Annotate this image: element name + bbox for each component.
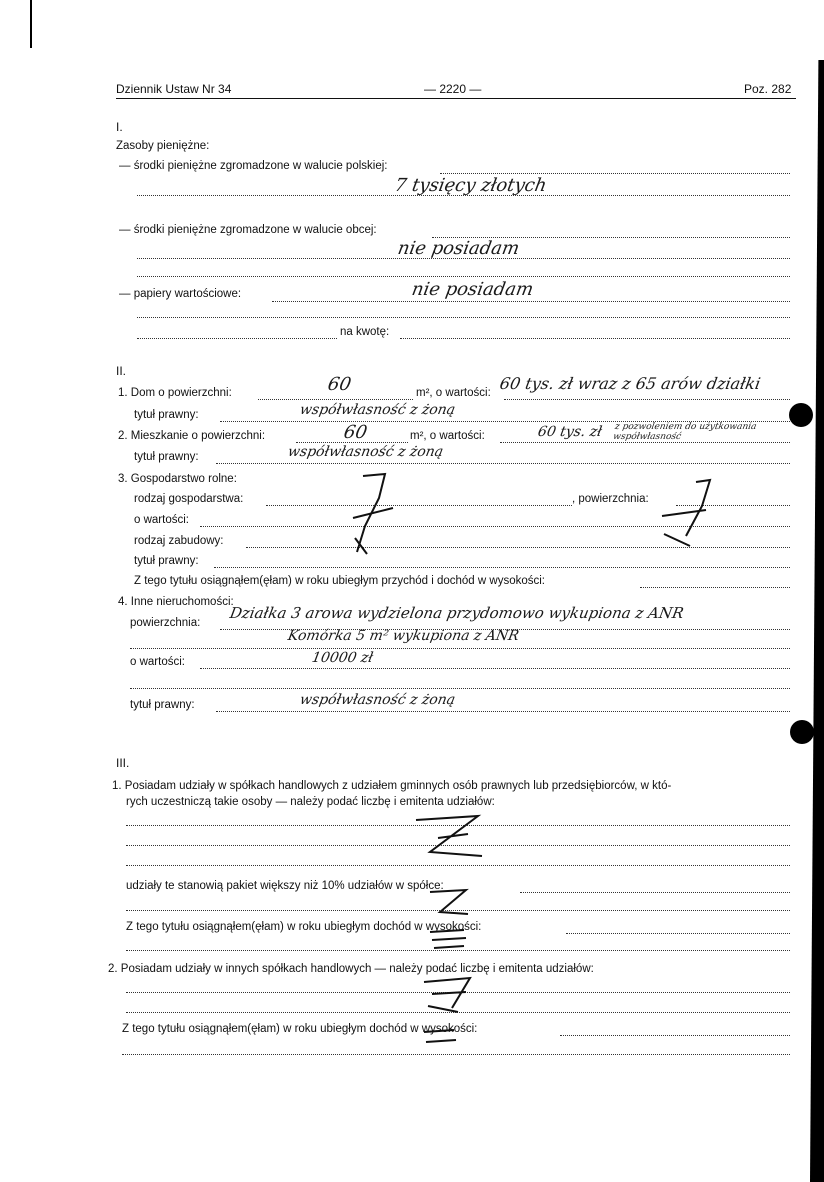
other-area-line-2 <box>130 648 790 649</box>
section-1-title: Zasoby pieniężne: <box>116 140 210 152</box>
shares1-strike-mark <box>408 808 488 868</box>
shares1-income-line <box>566 933 790 934</box>
amount-label: na kwotę: <box>340 326 390 338</box>
securities-value: nie posiadam <box>410 279 535 300</box>
section-2-numeral: II. <box>116 364 127 378</box>
punch-hole-bottom <box>790 720 814 744</box>
flat-value: 60 tys. zł <box>536 424 604 440</box>
shares2-label: 2. Posiadam udziały w innych spółkach handlowych — należy podać liczbę i emitenta udziałów: <box>108 963 594 975</box>
shares1-income: Z tego tytułu osiągnąłem(ęłam) w roku ubiegłym dochód w wysokości: <box>126 921 482 933</box>
scan-edge-left <box>30 0 32 48</box>
scan-edge-right <box>810 60 824 1182</box>
other-value-line <box>200 668 790 669</box>
farm-label: 3. Gospodarstwo rolne: <box>118 473 237 485</box>
flat-label: 2. Mieszkanie o powierzchni: <box>118 430 266 442</box>
house-label: 1. Dom o powierzchni: <box>118 387 232 399</box>
house-unit: m², o wartości: <box>416 387 491 399</box>
farm-income-line <box>640 587 790 588</box>
house-title-value: współwłasność z żoną <box>298 402 457 418</box>
shares1-income-strike <box>424 926 474 952</box>
pln-label: — środki pieniężne zgromadzone w walucie polskiej: <box>119 160 388 172</box>
farm-type-label: rodzaj gospodarstwa: <box>134 493 244 505</box>
shares1-pakiet-line <box>520 892 790 893</box>
other-area-value-1: Działka 3 arowa wydzielona przydomowo wykupiona z ANR <box>228 604 686 622</box>
amount-line-right <box>400 338 790 339</box>
house-area-line <box>258 399 413 400</box>
foreign-line-3 <box>137 276 790 277</box>
shares2-income: Z tego tytułu osiągnąłem(ęłam) w roku ubiegłym dochód w wysokości: <box>122 1023 478 1035</box>
securities-line-1 <box>272 301 790 302</box>
flat-value-line <box>500 442 790 443</box>
other-area-value-2: Komórka 5 m² wykupiona z ANR <box>286 628 521 644</box>
pln-value: 7 tysięcy złotych <box>393 175 549 196</box>
shares1-pakiet-strike <box>424 884 474 920</box>
shares2-income-line <box>560 1035 790 1036</box>
farm-title-label: tytuł prawny: <box>134 555 199 567</box>
other-label: 4. Inne nieruchomości: <box>118 596 234 608</box>
flat-note: z pozwoleniem do użytkowania współwłasność <box>612 422 758 442</box>
shares2-income-line-2 <box>122 1054 790 1055</box>
flat-unit: m², o wartości: <box>410 430 485 442</box>
pln-line-1 <box>440 173 790 174</box>
shares2-strike-mark <box>418 972 478 1018</box>
other-title-value: współwłasność z żoną <box>298 692 457 708</box>
amount-line-left <box>137 338 337 339</box>
house-value-line <box>504 399 790 400</box>
shares1-pakiet: udziały te stanowią pakiet większy niż 10% udziałów w spółce: <box>126 880 444 892</box>
other-value-label: o wartości: <box>130 656 185 668</box>
securities-line-2 <box>137 317 790 318</box>
farm-strike-mark-2 <box>650 476 720 552</box>
shares1-label-line2: rych uczestniczą takie osoby — należy podać liczbę i emitenta udziałów: <box>126 796 495 808</box>
foreign-label: — środki pieniężne zgromadzone w walucie obcej: <box>119 224 377 236</box>
flat-title-label: tytuł prawny: <box>134 451 199 463</box>
other-title-label: tytuł prawny: <box>130 699 195 711</box>
farm-area-label: , powierzchnia: <box>572 493 649 505</box>
securities-label: — papiery wartościowe: <box>119 288 242 300</box>
house-title-label: tytuł prawny: <box>134 409 199 421</box>
farm-strike-mark-1 <box>345 468 415 560</box>
farm-income-label: Z tego tytułu osiągnąłem(ęłam) w roku ubiegłym przychód i dochód w wysokości: <box>134 575 545 587</box>
farm-title-line <box>214 567 790 568</box>
other-value-line-2 <box>130 688 790 689</box>
header-left: Dziennik Ustaw Nr 34 <box>116 82 232 96</box>
section-3-numeral: III. <box>116 756 130 770</box>
flat-area: 60 <box>342 422 369 443</box>
other-title-line <box>216 711 790 712</box>
section-1-numeral: I. <box>116 120 123 134</box>
farm-value-label: o wartości: <box>134 514 189 526</box>
header-rule <box>116 98 796 99</box>
farm-type-line <box>266 505 572 506</box>
house-value: 60 tys. zł wraz z 65 arów działki <box>498 374 762 393</box>
foreign-value: nie posiadam <box>396 238 521 259</box>
flat-title-line <box>216 463 790 464</box>
flat-title-value: współwłasność z żoną <box>286 444 445 460</box>
header-right: Poz. 282 <box>744 82 792 96</box>
header-center: — 2220 — <box>424 82 482 96</box>
shares1-label-line1: 1. Posiadam udziały w spółkach handlowych z udziałem gminnych osób prawnych lub przedsiębiorców, w któ- <box>112 780 672 792</box>
other-area-label: powierzchnia: <box>130 617 201 629</box>
house-area: 60 <box>326 374 353 395</box>
other-value: 10000 zł <box>310 650 375 666</box>
farm-build-label: rodzaj zabudowy: <box>134 535 224 547</box>
shares2-income-strike <box>420 1026 460 1050</box>
